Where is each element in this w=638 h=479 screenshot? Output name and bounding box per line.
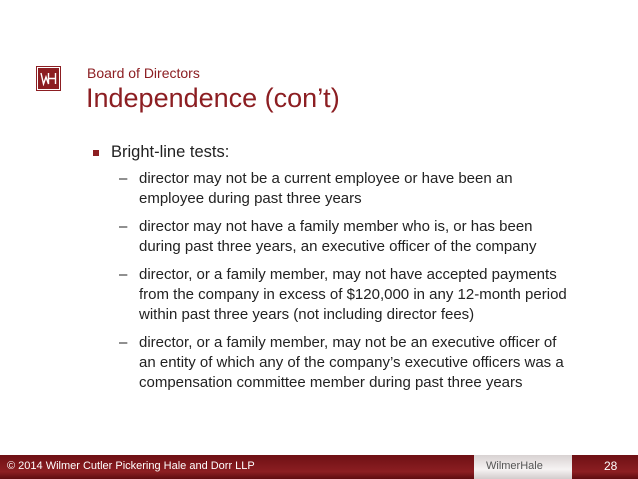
main-bullet (93, 143, 229, 162)
list-item (119, 333, 619, 393)
dash-marker: – (119, 266, 128, 283)
list-item (119, 217, 619, 257)
list-item-text: director may not be a current employee or have been an employee during past three years (139, 170, 513, 207)
page-title: Independence (con’t) (86, 83, 340, 113)
list-item-text: director, or a family member, may not have accepted payments from the company in excess of $120,000 in any 12-month period within past three years (not including director fees) (139, 266, 567, 323)
wh-monogram-icon (40, 71, 57, 86)
page-number: 28 (604, 459, 618, 473)
square-bullet-icon (93, 150, 99, 156)
footer-bar (0, 455, 638, 479)
main-bullet-text: Bright-line tests: (111, 143, 230, 161)
dash-marker: – (119, 170, 128, 187)
sub-bullet-list (119, 169, 619, 401)
list-item-text: director may not have a family member who is, or has been during past three years, an executive officer of the company (139, 218, 537, 255)
list-item (119, 169, 619, 209)
dash-marker: – (119, 334, 128, 351)
list-item-text: director, or a family member, may not be an executive officer of an entity of which any of the company’s executive officers was a compensation committee member during past three years (139, 334, 564, 391)
dash-marker: – (119, 218, 128, 235)
copyright-text: © 2014 Wilmer Cutler Pickering Hale and Dorr LLP (7, 460, 255, 472)
wh-logo-icon (37, 67, 60, 90)
brand-name: WilmerHale (486, 460, 543, 472)
list-item (119, 265, 619, 325)
section-subtitle: Board of Directors (87, 65, 200, 81)
